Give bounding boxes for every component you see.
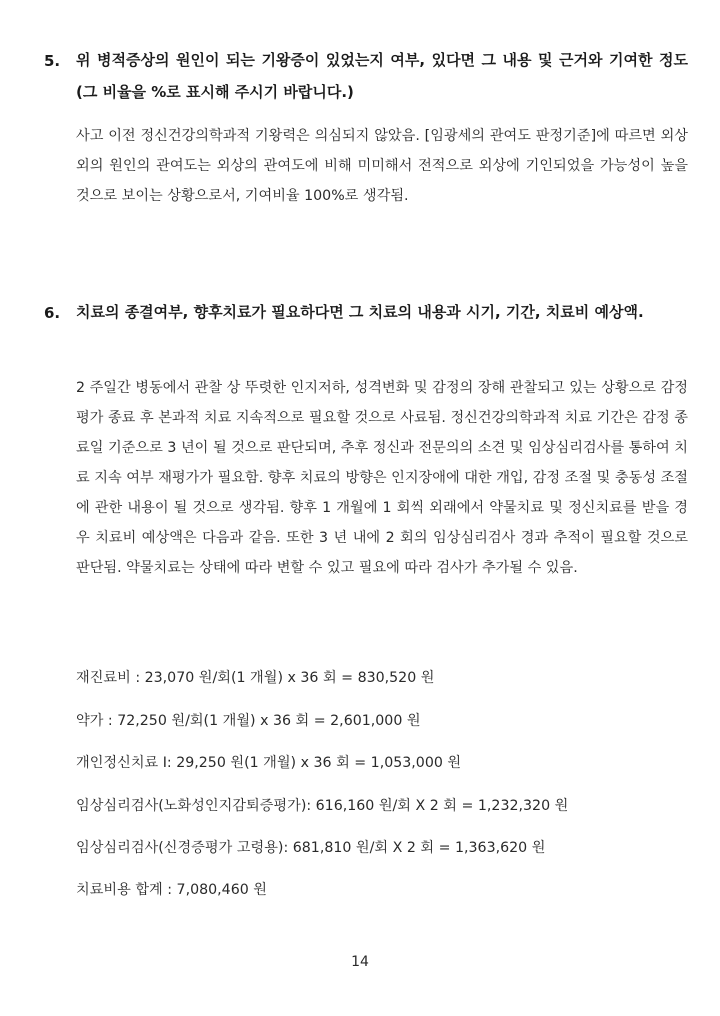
section-5-number: 5. (44, 52, 61, 70)
cost-line-psychotherapy: 개인정신치료 I: 29,250 원(1 개월) x 36 회 = 1,053,000 원 (76, 755, 462, 771)
section-6-number: 6. (44, 304, 61, 322)
page-number: 14 (351, 954, 369, 970)
cost-line-revisit-fee: 재진료비 : 23,070 원/회(1 개월) x 36 회 = 830,520 원 (76, 670, 435, 686)
section-6-body: 2 주일간 병동에서 관찰 상 뚜렷한 인지저하, 성격변화 및 감정의 장해 관찰되고 있는 상황으로 감정평가 종료 후 본과적 치료 지속적으로 필요할 것으로 사료됨. 정신건강의학과적 치료 기간은 감정 종료일 기준으로 3 년이 될 것으로 판단되며, 추후 정신과 전문의의 소견 및 임상심리검사를 통하여 치료 지속 여부 재평가가 필요함. 향후 치료의 방향은 인지장애에 대한 개입, 감정 조절 및 충동성 조절에 관한 내용이 될 것으로 생각됨. 향후 1 개월에 1 회씩 외래에서 약물치료 및 정신치료를 받을 경우 치료비 예상액은 다음과 같음. 또한 3 년 내에 2 회의 임상심리검사 경과 추적이 필요할 것으로 판단됨. 약물치료는 상태에 따라 변할 수 있고 필요에 따라 검사가 추가될 수 있음. (76, 380, 688, 576)
cost-line-medication: 약가 : 72,250 원/회(1 개월) x 36 회 = 2,601,000 원 (76, 713, 421, 729)
cost-line-total: 치료비용 합계 : 7,080,460 원 (76, 882, 267, 898)
cost-line-neuro-test: 임상심리검사(신경증평가 고령용): 681,810 원/회 X 2 회 = 1,363,620 원 (76, 840, 546, 856)
section-5-body: 사고 이전 정신건강의학과적 기왕력은 의심되지 않았음. [임광세의 관여도 판정기준]에 따르면 외상 외의 원인의 관여도는 외상의 관여도에 비해 미미해서 전적으로 외상에 기인되었을 가능성이 높을 것으로 보이는 상황으로서, 기여비율 100%로 생각됨. (76, 128, 688, 204)
section-5-title: 위 병적증상의 원인이 되는 기왕증이 있었는지 여부, 있다면 그 내용 및 근거와 기여한 정도(그 비율을 %로 표시해 주시기 바랍니다.) (76, 51, 688, 101)
section-6-title: 치료의 종결여부, 향후치료가 필요하다면 그 치료의 내용과 시기, 기간, 치료비 예상액. (76, 303, 644, 321)
cost-line-cognitive-test: 임상심리검사(노화성인지감퇴증평가): 616,160 원/회 X 2 회 = 1,232,320 원 (76, 798, 569, 814)
